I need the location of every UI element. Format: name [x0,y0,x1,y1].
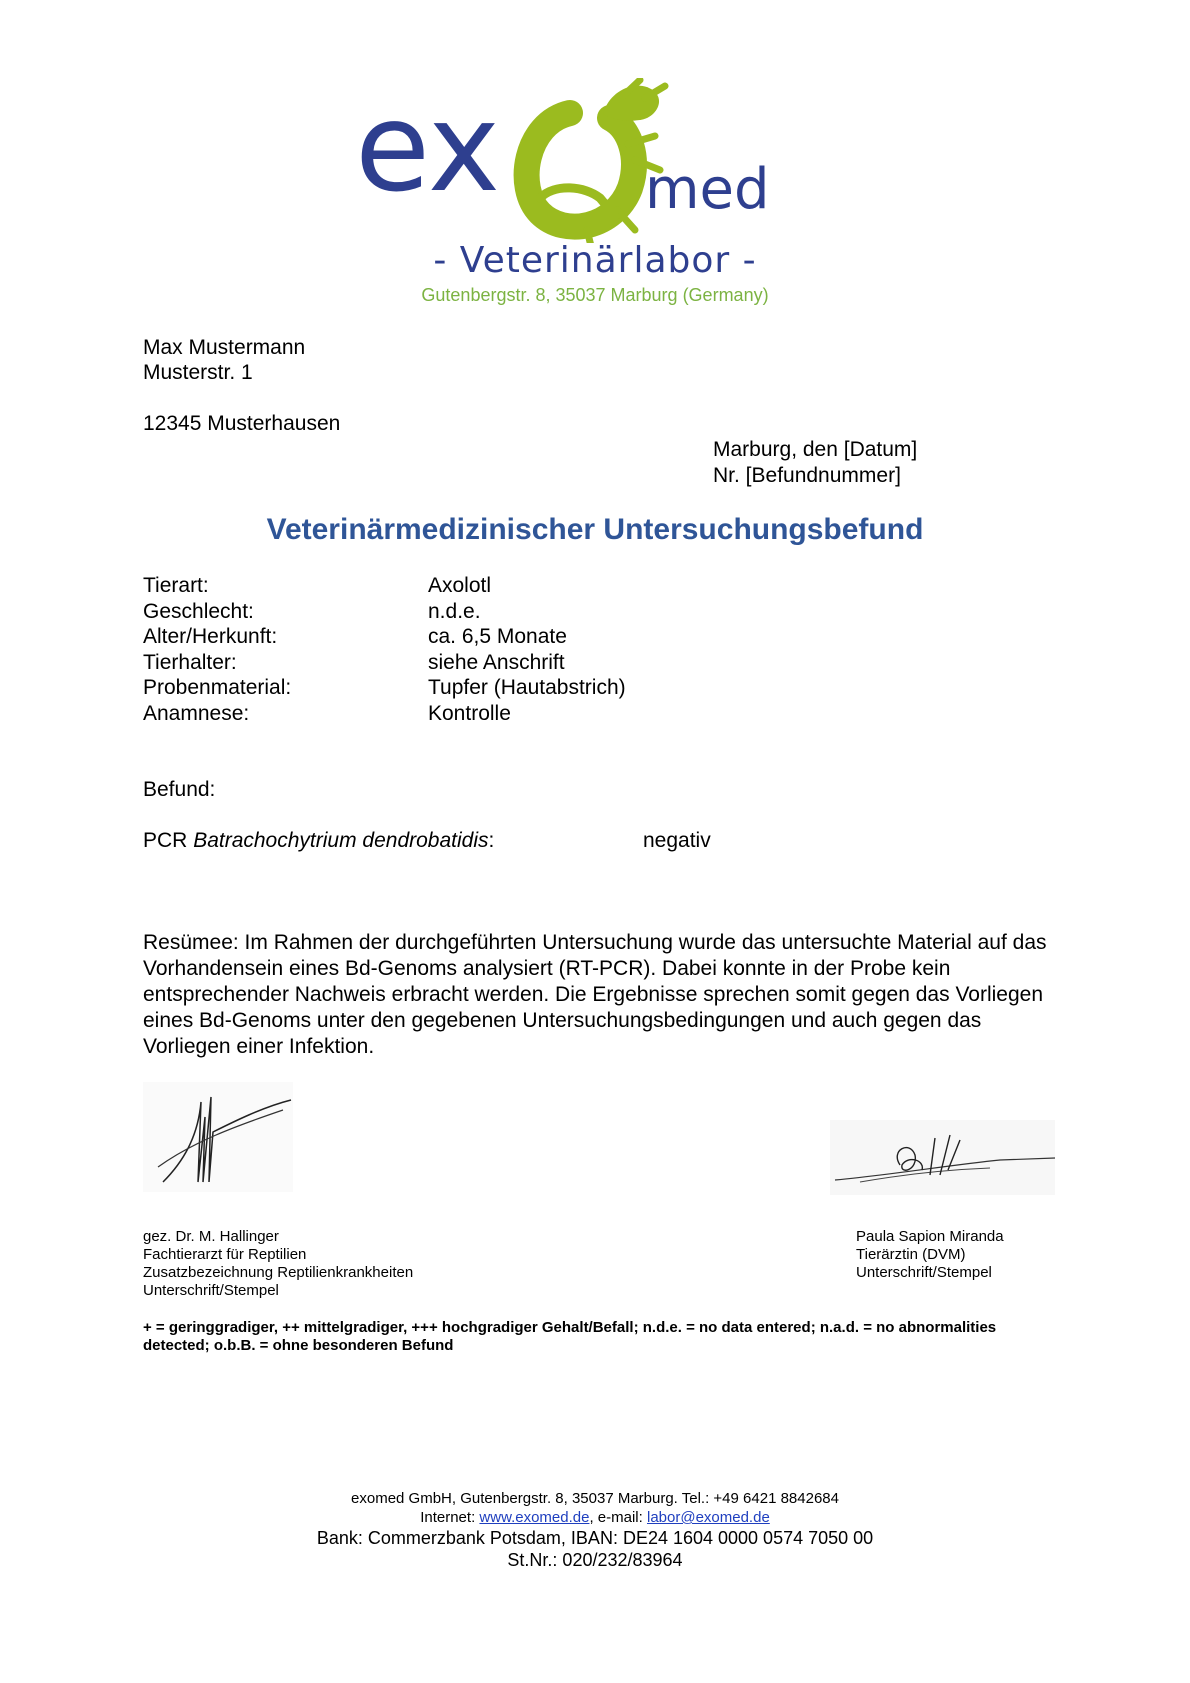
signer-left-signature-label: Unterschrift/Stempel [143,1282,279,1299]
footer-tax: St.Nr.: 020/232/83964 [507,1550,683,1570]
detail-label: Alter/Herkunft: [143,625,278,648]
signature-left-image [143,1082,293,1192]
pcr-prefix: PCR [143,829,194,852]
email-label: , e-mail: [589,1509,647,1526]
detail-value: Tupfer (Hautabstrich) [428,676,626,699]
detail-value: siehe Anschrift [428,651,565,674]
document-title: Veterinärmedizinischer Untersuchungsbefund [266,513,924,546]
detail-value: Kontrolle [428,702,511,725]
recipient-city: 12345 Musterhausen [143,412,341,435]
detail-value: ca. 6,5 Monate [428,625,567,648]
footer-contact [0,1508,1190,1527]
pcr-suffix: : [488,829,495,852]
pcr-test-line [143,828,494,854]
detail-label: Geschlecht: [143,600,254,623]
lab-subtitle: - Veterinärlabor - [433,240,757,281]
pcr-result: negativ [643,829,711,852]
signer-left-title: Fachtierarzt für Reptilien [143,1246,307,1263]
internet-label: Internet: [420,1509,480,1526]
signer-right-title: Tierärztin (DVM) [856,1246,966,1263]
detail-label: Probenmaterial: [143,676,292,699]
signature-right-image [830,1120,1055,1195]
signer-left-name: gez. Dr. M. Hallinger [143,1228,279,1245]
report-number: Nr. [Befundnummer] [713,464,901,487]
detail-value: n.d.e. [428,600,481,623]
signer-right-name: Paula Sapion Miranda [856,1228,1004,1245]
footer-company: exomed GmbH, Gutenbergstr. 8, 35037 Marburg. Tel.: +49 6421 8842684 [351,1490,839,1507]
logo-text-ex: ex [355,78,501,219]
pcr-organism: Batrachochytrium dendrobatidis [193,829,489,852]
footer-bank: Bank: Commerzbank Potsdam, IBAN: DE24 1604 0000 0574 7050 00 [316,1528,874,1548]
abbreviation-legend: + = geringgradiger, ++ mittelgradiger, +++ hochgradiger Gehalt/Befall; n.d.e. = no data entered; n.a.d. = no abnormalities detected; o.b.B. = ohne besonderen Befund [143,1319,997,1354]
summary-text: Resümee: Im Rahmen der durchgeführten Untersuchung wurde das untersuchte Material auf das Vorhandensein eines Bd-Genoms analysiert (RT-PCR). Dabei konnte in der Probe kein entsprechender Nachweis erbracht werden. Die Ergebnisse sprechen somit gegen das Vorliegen eines Bd-Genoms unter den gegebenen Untersuchungsbedingungen und auch gegen das Vorliegen einer Infektion. [143,931,1047,1058]
findings-heading: Befund: [143,778,216,801]
date-line: Marburg, den [Datum] [713,438,918,461]
website-link[interactable]: www.exomed.de [479,1509,590,1526]
footer [0,1489,1190,1571]
recipient-name: Max Mustermann [143,336,306,359]
detail-label: Anamnese: [143,702,250,725]
signer-right-signature-label: Unterschrift/Stempel [856,1264,992,1281]
lab-address: Gutenbergstr. 8, 35037 Marburg (Germany) [421,285,769,305]
logo-text-med: med [645,157,770,222]
exomed-logo [355,78,845,243]
detail-label: Tierhalter: [143,651,237,674]
signer-left-title: Zusatzbezeichnung Reptilienkrankheiten [143,1264,414,1281]
detail-label: Tierart: [143,574,209,597]
recipient-street: Musterstr. 1 [143,361,253,384]
detail-value: Axolotl [428,574,492,597]
email-link[interactable]: labor@exomed.de [646,1509,770,1526]
